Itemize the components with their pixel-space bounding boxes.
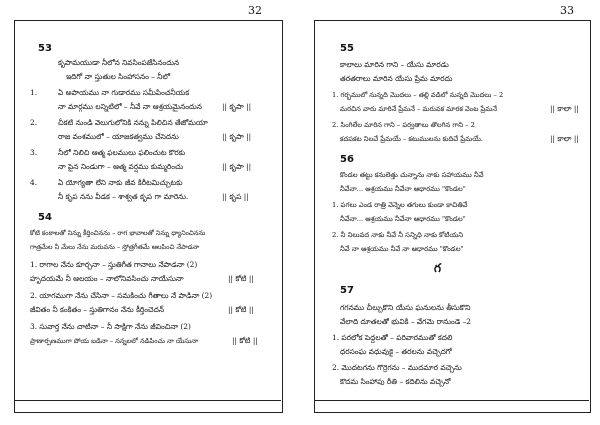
verse-line: 2. యాగముగా నేను చేసినా – సమకించు గీతాలు నే పాడినా (2)	[30, 291, 213, 300]
verse-line: రాజ వంశములో – యాజకత్వము చేసెదను	[58, 132, 179, 141]
verse-line: 1. రాగాల నేను కూర్చనా – స్తుతిగీత గానాలు నేపాడనా (2)	[30, 260, 198, 269]
verse-line: నా పైన నిండుగా – ఆత్మ వర్షము కుమ్మరించు	[58, 162, 184, 171]
verse-line: ప్రాణార్పణముగా పోయ బడినా – నన్నలలో నడిపించు నా యేసునా	[30, 337, 199, 345]
verse-number: 1.	[30, 88, 38, 97]
refrain-marker: || కోటి ||	[228, 274, 254, 283]
verse-line: ధరసంఘ వధువుకై – తరలను వచ్చెదగో	[340, 347, 452, 356]
refrain-marker: || కృపా ||	[222, 102, 252, 111]
verse-line: నీవేనా... ఆశ్రయము నీవేనా ఆధారము "కొండల"	[340, 215, 466, 223]
verse-number: 3.	[30, 148, 38, 157]
refrain-line: కోటి కంఠాలతో నిన్ను కీర్తించినను – రాగ భావాలతో నిన్ను ధ్యానించినను	[30, 229, 206, 237]
verse-line: నా మార్గము లన్నిటిలో – నీవే నా ఆశ్రయమైనందున	[58, 102, 202, 111]
refrain-line: ఇదిగో నా స్తుతుల సింహాసనం – నీలో	[66, 72, 171, 81]
verse-line: మరచిన వారు మారినే ప్రేమనే – మరువక మారక వెంట ప్రేమనే	[340, 105, 498, 113]
verse-line: నీలో నిలిచి ఆత్మ ఫలములు ఫలించుట కొరకు	[58, 148, 186, 157]
verse-line: కొదమ సింహాపు రీతి – కదిలిను వచ్చెనో	[340, 377, 451, 386]
bottom-rule	[314, 400, 589, 401]
bottom-rule	[14, 400, 281, 401]
verse-line: 1. గర్భములో నున్నది మొదలు – తల్లి వడిలో నున్నది మొదలు – 2	[332, 91, 504, 99]
refrain-marker: || కృపా ||	[222, 132, 252, 141]
page-number: 32	[248, 4, 262, 17]
verse-line: ఏ అపాయము నా గుడారము సమీపించనీయక	[58, 88, 190, 97]
refrain-line: తరతరాలు మారిన యేసు ప్రేమ మారదు	[340, 74, 453, 83]
refrain-line: వేలాది దూతలతో భువికి – వేగమె రానుండె –2	[340, 317, 472, 326]
verse-line: కదపకట నిలచే ప్రేమయే – కటుములను కుదిచే ప్రేమయే.	[340, 135, 483, 143]
refrain-line: కృపామయుడా నీలోన నివసింపజేసినందున	[58, 58, 180, 67]
verse-line: నీ కృప నను వీడక – శాశ్వత కృప గా మారెను.	[58, 192, 189, 201]
refrain-marker: || కోటి ||	[232, 336, 258, 345]
refrain-marker: || కాలా ||	[550, 134, 579, 143]
verse-line: 2. నీ నిలువద నాకు నీవే నీ సన్నిధి నాకు కోటియని	[332, 231, 463, 239]
verse-line: చీకటి నుండి వెలుగులోనికి నన్ను పిలిచిన తేజోమయా	[58, 118, 208, 127]
section-letter: గ	[434, 261, 441, 275]
verse-line: 1. పరలోక పెద్దలతో – పరివారముతో కదలి	[332, 333, 453, 342]
song-number: 57	[340, 285, 354, 296]
refrain-marker: || కృప ||	[222, 192, 249, 201]
refrain-line: నీవేనా... ఆశ్రయము నీవేనా ఆధారము "కొండల"	[340, 185, 466, 193]
verse-line: 2. సింగిలేల మారిన గాని – పర్వతాలు తొలగిన గాని – 2	[332, 121, 475, 129]
refrain-line: గగనము చీల్చుకొని యేసు ఘనులను తీసుకొని	[340, 303, 471, 312]
refrain-line: గాత్రమేల నీ మేలు నేను మరువను – స్తోత్రగీతమే ఆలపించి నేపాడనా	[30, 243, 200, 251]
verse-number: 4.	[30, 178, 38, 187]
verse-line: ఏ యోగ్యతా లేని నాకు జీవ కిరీటమిచ్చుటకు	[58, 178, 183, 187]
verse-number: 2.	[30, 118, 38, 127]
song-number: 55	[340, 43, 354, 54]
verse-line: నీవే నా ఆశ్రయము నీవే నా ఆధారము "కొండల"	[340, 245, 464, 253]
song-number: 53	[38, 43, 52, 54]
right-page	[300, 0, 600, 425]
verse-line: 2. మొదటగను గొర్రెగను – ముదమార వచ్చెను	[332, 363, 462, 372]
song-number: 54	[38, 212, 52, 223]
song-number: 56	[340, 154, 354, 165]
refrain-marker: || కృపా ||	[222, 162, 252, 171]
refrain-marker: || కోటి ||	[228, 305, 254, 314]
verse-line: జీవితం నీ కంకితం – స్తుతిగానం నేను కీర్తించెదన్	[30, 305, 165, 314]
verse-line: హృదయమే నీ ఆలయం – నాలోనివసించు నాయేసునా	[30, 274, 184, 283]
verse-line: 1. పగలు ఎండ రాత్రి వెన్నెల తగులు కుండా కాచితివే	[332, 201, 468, 209]
refrain-marker: || కాలా ||	[550, 104, 579, 113]
refrain-line: కొండల తట్టు కనులెత్తు చున్నాను నాకు సహాయము నీవే	[340, 171, 484, 179]
verse-line: 3. సువార్త నేను చాటినా – నీ సాక్షిగా నేను జీవించినా (2)	[30, 322, 191, 331]
page-number: 33	[560, 4, 574, 17]
refrain-line: కాలాలు మారిన గాని – యేసు మారడు	[340, 60, 449, 69]
